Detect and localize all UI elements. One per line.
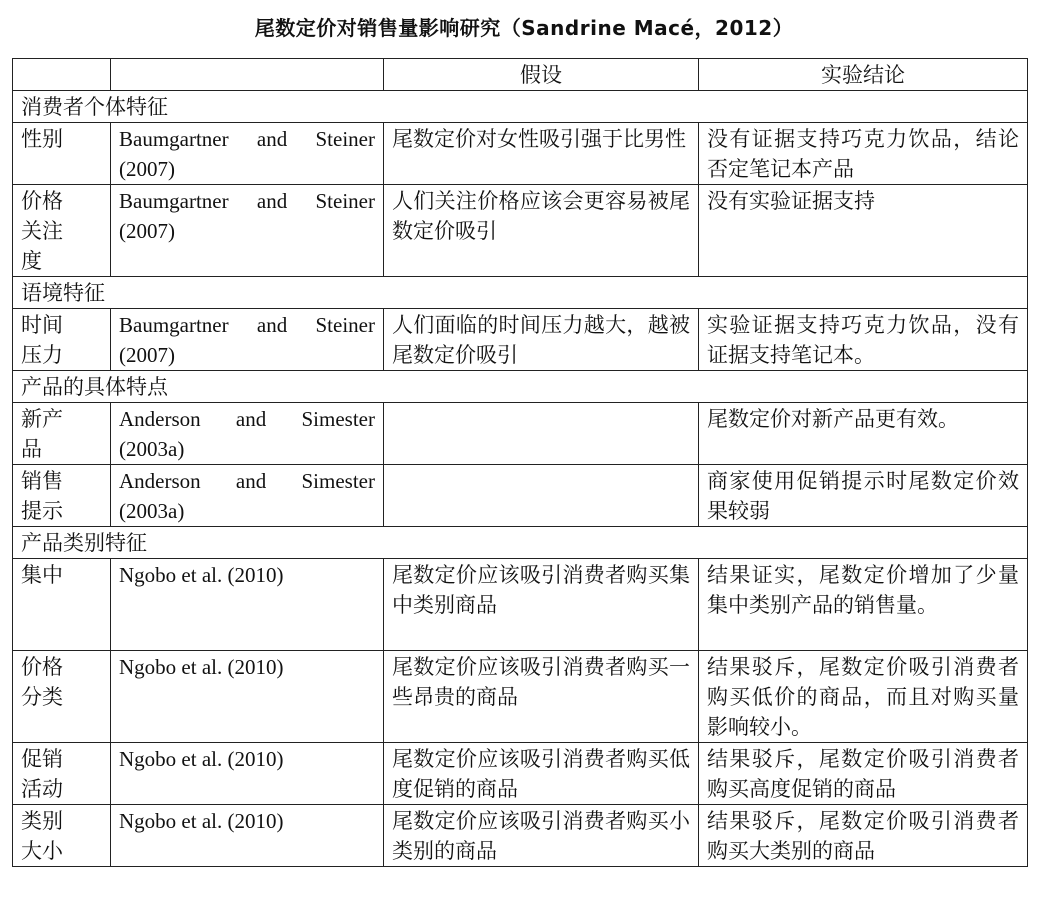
factor-cell [13, 309, 111, 371]
factor-text: 价格分类 [21, 655, 63, 709]
table-row [13, 743, 1028, 805]
factor-cell: 性别 [13, 123, 111, 185]
factor-text: 销售提示 [21, 469, 63, 523]
hypothesis-cell: 尾数定价应该吸引消费者购买集中类别商品 [384, 559, 699, 651]
hypothesis-cell: 人们面临的时间压力越大，越被尾数定价吸引 [384, 309, 699, 371]
table-row [13, 123, 1028, 185]
source-year: (2007) [119, 343, 175, 367]
conclusion-cell: 没有证据支持巧克力饮品，结论否定笔记本产品 [699, 123, 1028, 185]
factor-text: 价格关注度 [21, 189, 63, 273]
hypothesis-cell [384, 465, 699, 527]
table-row [13, 185, 1028, 277]
section-row [13, 277, 1028, 309]
source-cell: Ngobo et al. (2010) [111, 743, 384, 805]
factor-cell [13, 185, 111, 277]
table-row [13, 805, 1028, 867]
table-row [13, 651, 1028, 743]
source-year: (2007) [119, 219, 175, 243]
section-title: 产品类别特征 [13, 527, 1028, 559]
source-authors: Anderson and Simester [119, 469, 375, 493]
factor-cell [13, 805, 111, 867]
conclusion-cell: 结果驳斥，尾数定价吸引消费者购买高度促销的商品 [699, 743, 1028, 805]
hypothesis-cell: 尾数定价对女性吸引强于比男性 [384, 123, 699, 185]
conclusion-cell: 结果驳斥，尾数定价吸引消费者购买低价的商品，而且对购买量影响较小。 [699, 651, 1028, 743]
header-cell-conclusion: 实验结论 [699, 59, 1028, 91]
document-title: 尾数定价对销售量影响研究（Sandrine Macé，2012） [254, 16, 794, 40]
section-title: 消费者个体特征 [13, 91, 1028, 123]
section-title: 语境特征 [13, 277, 1028, 309]
header-cell-hypothesis: 假设 [384, 59, 699, 91]
section-title: 产品的具体特点 [13, 371, 1028, 403]
factor-cell: 集中 [13, 559, 111, 651]
header-cell-source [111, 59, 384, 91]
hypothesis-cell: 尾数定价应该吸引消费者购买小类别的商品 [384, 805, 699, 867]
conclusion-cell: 商家使用促销提示时尾数定价效果较弱 [699, 465, 1028, 527]
source-cell [111, 465, 384, 527]
conclusion-cell: 尾数定价对新产品更有效。 [699, 403, 1028, 465]
source-cell [111, 309, 384, 371]
conclusion-cell: 没有实验证据支持 [699, 185, 1028, 277]
factor-cell [13, 651, 111, 743]
table-header-row [13, 59, 1028, 91]
source-authors: Baumgartner and Steiner [119, 189, 375, 213]
table-row [13, 465, 1028, 527]
hypothesis-cell: 尾数定价应该吸引消费者购买低度促销的商品 [384, 743, 699, 805]
source-authors: Anderson and Simester [119, 407, 375, 431]
factor-text: 类别大小 [21, 809, 63, 863]
source-cell [111, 123, 384, 185]
factor-text: 时间压力 [21, 313, 63, 367]
conclusion-cell: 实验证据支持巧克力饮品，没有证据支持笔记本。 [699, 309, 1028, 371]
header-cell-factor [13, 59, 111, 91]
source-authors: Baumgartner and Steiner [119, 127, 375, 151]
source-cell: Ngobo et al. (2010) [111, 805, 384, 867]
source-year: (2007) [119, 157, 175, 181]
research-table [12, 58, 1028, 867]
source-authors: Baumgartner and Steiner [119, 313, 375, 337]
table-row [13, 309, 1028, 371]
hypothesis-cell: 人们关注价格应该会更容易被尾数定价吸引 [384, 185, 699, 277]
factor-cell [13, 465, 111, 527]
hypothesis-cell: 尾数定价应该吸引消费者购买一些昂贵的商品 [384, 651, 699, 743]
conclusion-cell: 结果驳斥，尾数定价吸引消费者购买大类别的商品 [699, 805, 1028, 867]
hypothesis-cell [384, 403, 699, 465]
source-cell [111, 185, 384, 277]
section-row [13, 371, 1028, 403]
factor-cell [13, 743, 111, 805]
section-row [13, 91, 1028, 123]
source-cell [111, 403, 384, 465]
section-row [13, 527, 1028, 559]
table-row [13, 403, 1028, 465]
factor-text: 促销活动 [21, 747, 63, 801]
factor-cell [13, 403, 111, 465]
table-row [13, 559, 1028, 651]
source-cell: Ngobo et al. (2010) [111, 651, 384, 743]
conclusion-cell: 结果证实，尾数定价增加了少量集中类别产品的销售量。 [699, 559, 1028, 651]
source-year: (2003a) [119, 499, 185, 523]
factor-text: 新产品 [21, 407, 63, 461]
source-year: (2003a) [119, 437, 185, 461]
source-cell: Ngobo et al. (2010) [111, 559, 384, 651]
